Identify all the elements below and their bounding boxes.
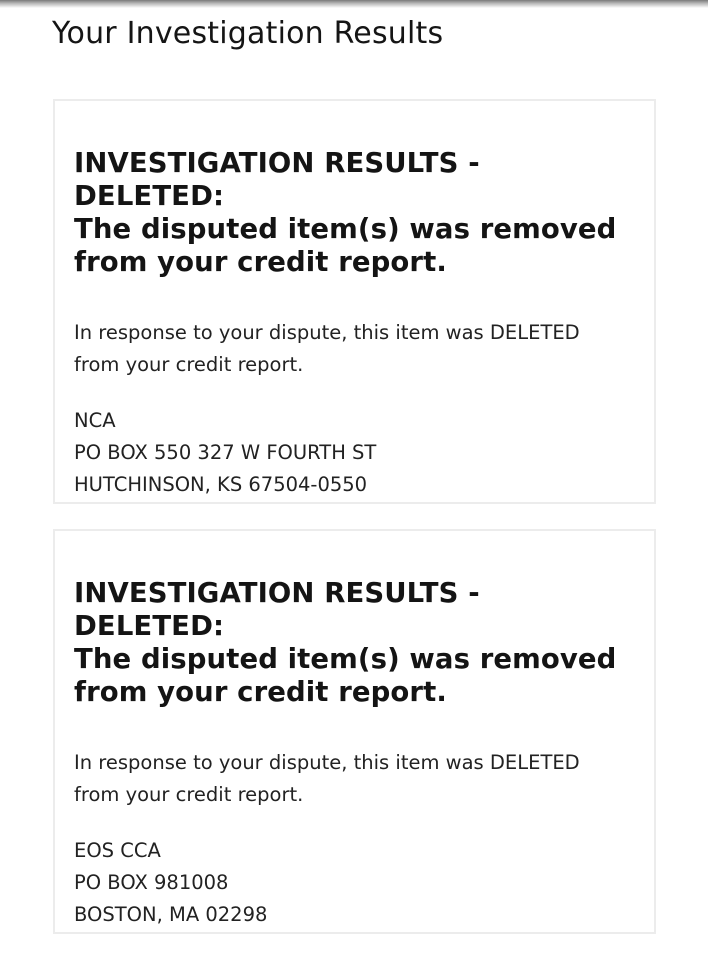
result-description-line: from your credit report. [74, 246, 447, 278]
result-card [53, 529, 656, 934]
result-status-line: INVESTIGATION RESULTS - DELETED: [74, 577, 480, 642]
result-body-line: In response to your dispute, this item was DELETED [74, 321, 580, 344]
creditor-address [74, 835, 634, 931]
result-heading [74, 147, 634, 279]
result-body [74, 747, 634, 811]
result-heading [74, 577, 634, 709]
page-title: Your Investigation Results [52, 16, 444, 51]
result-status-line: INVESTIGATION RESULTS - DELETED: [74, 147, 480, 212]
result-description-line: The disputed item(s) was removed [74, 643, 617, 675]
result-body-line: from your credit report. [74, 783, 304, 806]
creditor-name: EOS CCA [74, 839, 161, 862]
result-body-line: from your credit report. [74, 353, 304, 376]
creditor-city-state-zip: BOSTON, MA 02298 [74, 903, 268, 926]
creditor-address [74, 405, 634, 501]
creditor-name: NCA [74, 409, 116, 432]
result-card [53, 99, 656, 504]
result-description-line: from your credit report. [74, 676, 447, 708]
result-body [74, 317, 634, 381]
creditor-street: PO BOX 981008 [74, 871, 229, 894]
result-description-line: The disputed item(s) was removed [74, 213, 617, 245]
creditor-street: PO BOX 550 327 W FOURTH ST [74, 441, 377, 464]
creditor-city-state-zip: HUTCHINSON, KS 67504-0550 [74, 473, 368, 496]
header-shadow [0, 0, 708, 8]
result-body-line: In response to your dispute, this item was DELETED [74, 751, 580, 774]
